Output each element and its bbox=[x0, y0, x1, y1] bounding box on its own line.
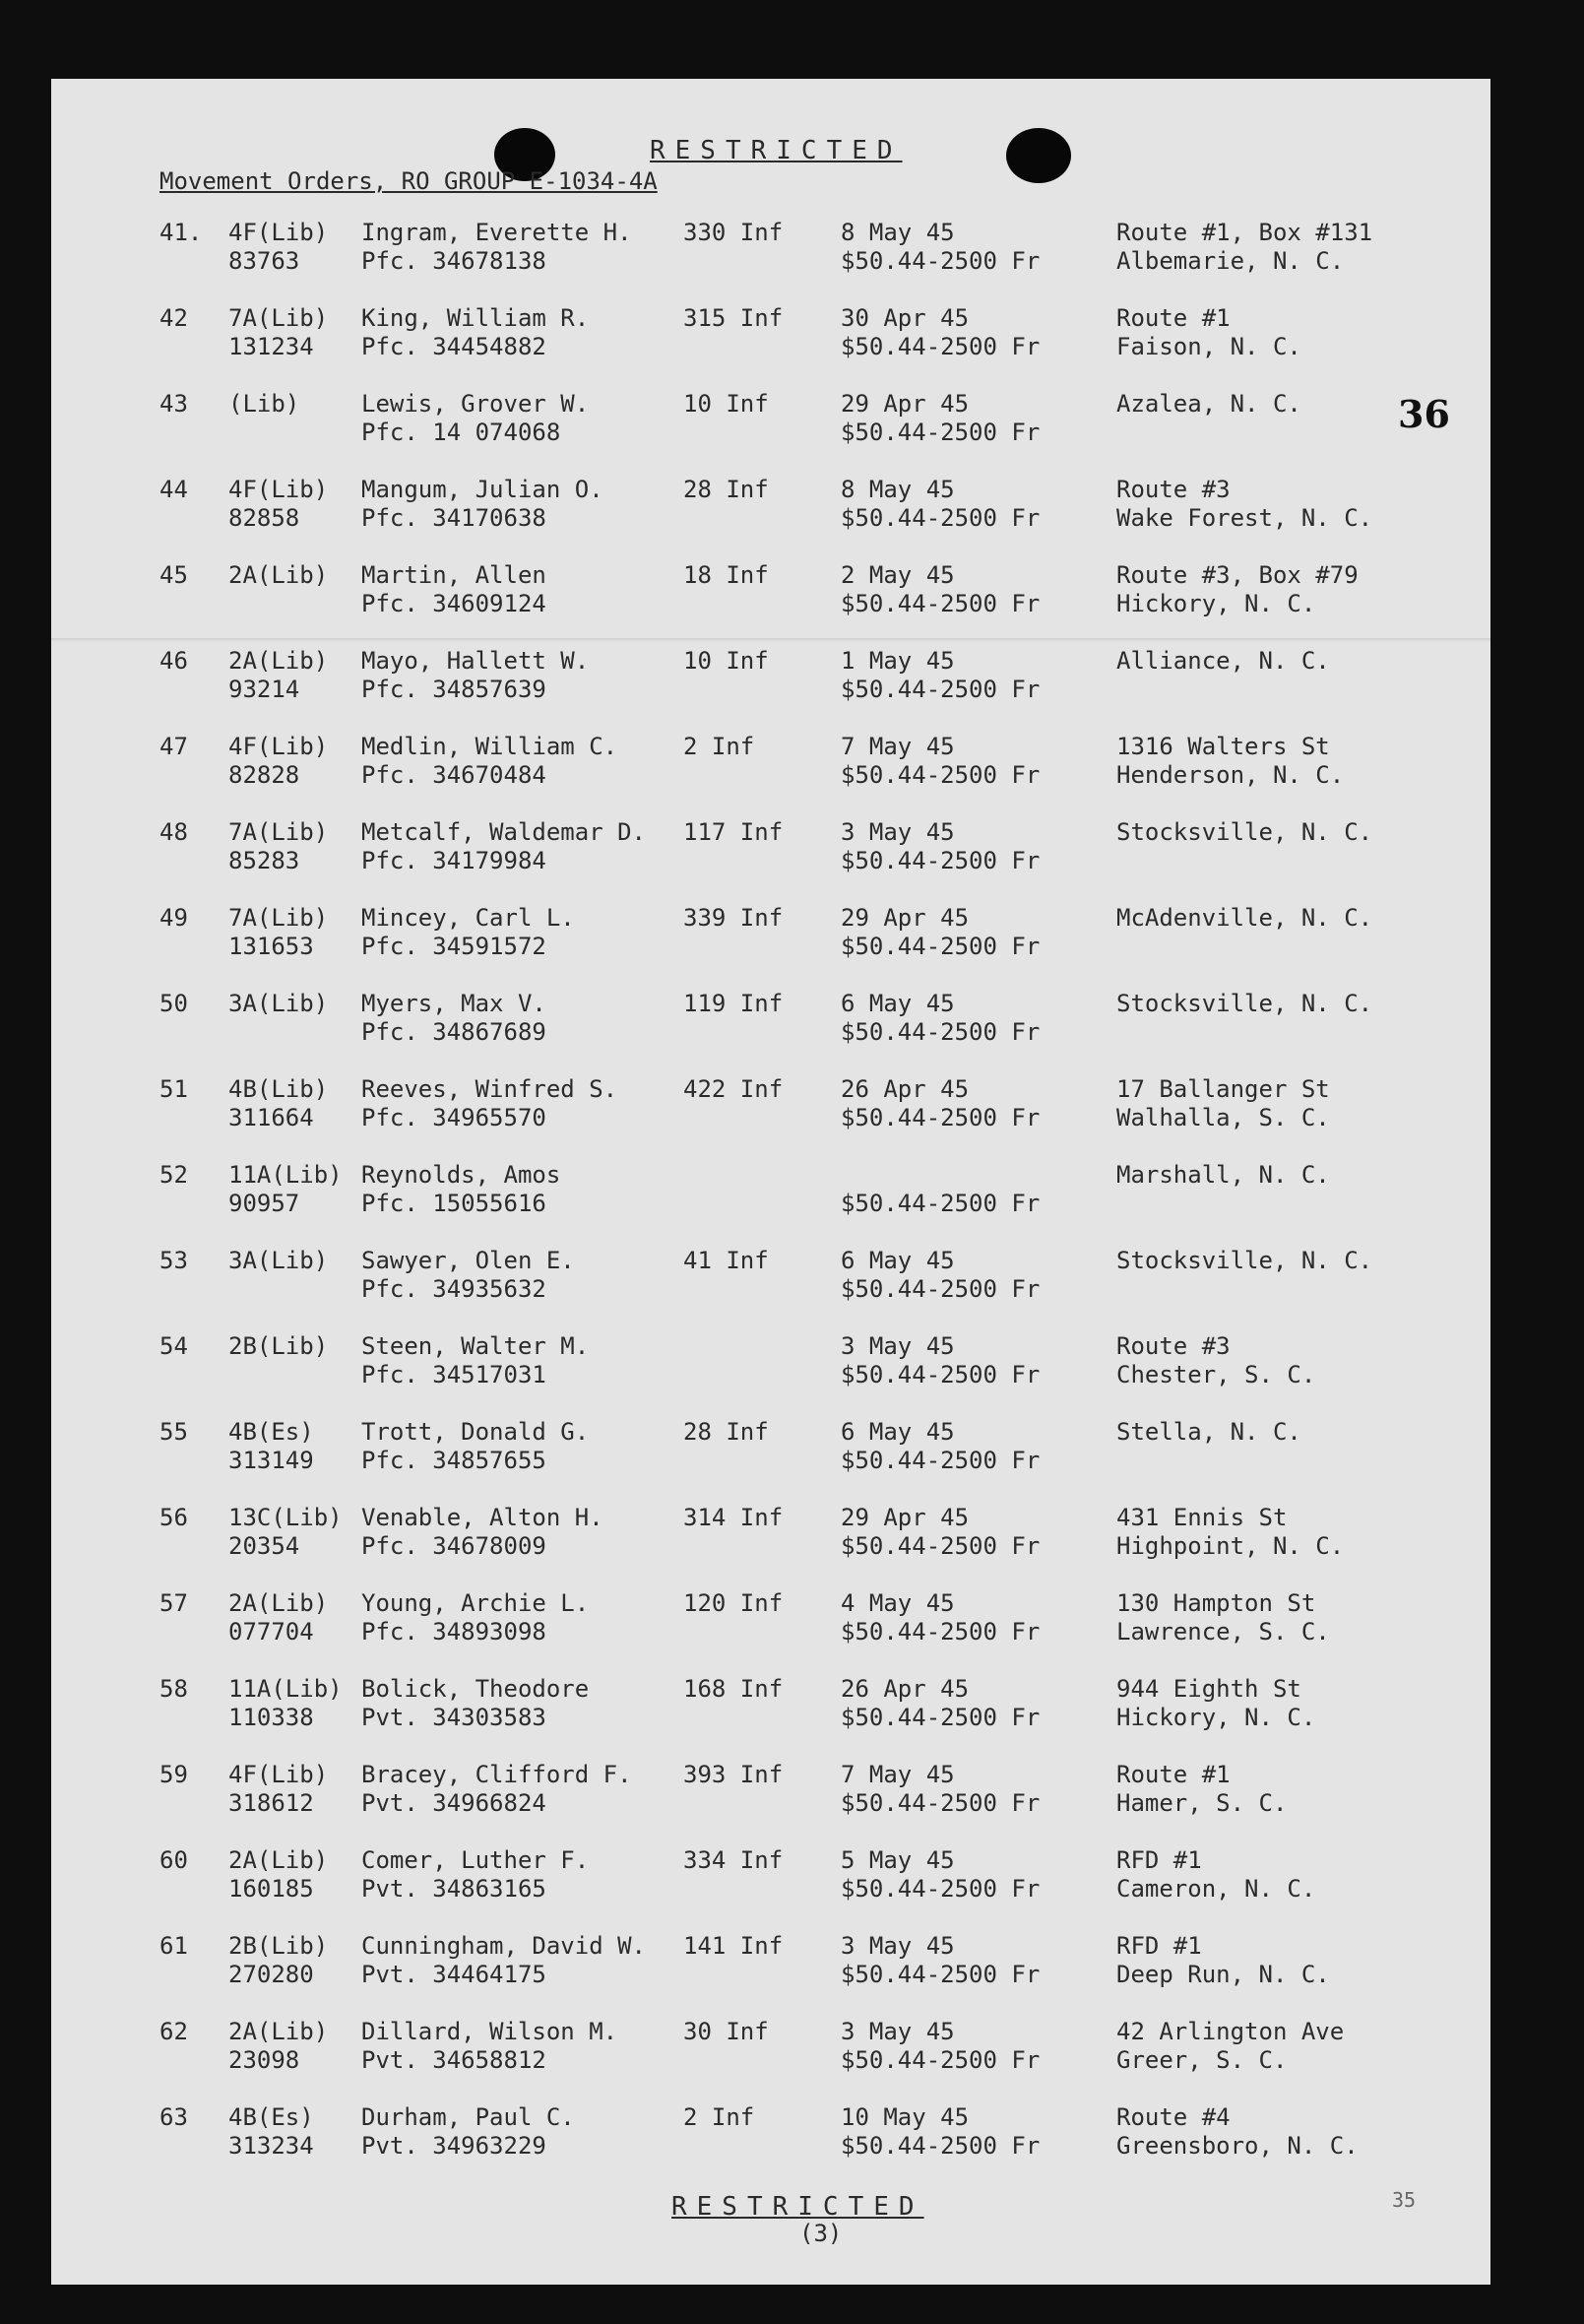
soldier-name: Steen, Walter M. bbox=[361, 1332, 590, 1360]
address-line-1: Stocksville, N. C. bbox=[1116, 990, 1373, 1017]
address-line-1: 944 Eighth St bbox=[1116, 1675, 1301, 1703]
serial-code: 131653 bbox=[228, 933, 314, 960]
unit-code: 11A(Lib) bbox=[228, 1675, 343, 1703]
soldier-name: Trott, Donald G. bbox=[361, 1418, 590, 1446]
address-line-2: Deep Run, N. C. bbox=[1116, 1961, 1330, 1988]
serial-code: 93214 bbox=[228, 676, 300, 703]
list-item bbox=[51, 2103, 1490, 2189]
list-item bbox=[51, 1161, 1490, 1247]
date: 8 May 45 bbox=[841, 476, 955, 503]
address-line-1: Marshall, N. C. bbox=[1116, 1161, 1330, 1189]
pay-amount: $50.44-2500 Fr bbox=[841, 2132, 1041, 2160]
unit-code: 4F(Lib) bbox=[228, 219, 329, 246]
rank-serial: Pfc. 34517031 bbox=[361, 1361, 546, 1388]
entry-number: 52 bbox=[159, 1161, 188, 1189]
stamp-number: 36 bbox=[1398, 392, 1450, 436]
pay-amount: $50.44-2500 Fr bbox=[841, 2046, 1041, 2074]
pay-amount: $50.44-2500 Fr bbox=[841, 1618, 1041, 1646]
unit-code: 3A(Lib) bbox=[228, 990, 329, 1017]
soldier-name: Myers, Max V. bbox=[361, 990, 546, 1017]
list-item bbox=[51, 990, 1490, 1075]
unit-code: 4F(Lib) bbox=[228, 1761, 329, 1788]
soldier-name: Lewis, Grover W. bbox=[361, 390, 590, 418]
address-line-1: 42 Arlington Ave bbox=[1116, 2018, 1345, 2045]
serial-code: 110338 bbox=[228, 1704, 314, 1731]
pay-amount: $50.44-2500 Fr bbox=[841, 1789, 1041, 1817]
rank-serial: Pfc. 34179984 bbox=[361, 847, 546, 874]
list-item bbox=[51, 561, 1490, 647]
address-line-2: Cameron, N. C. bbox=[1116, 1875, 1316, 1903]
soldier-name: Bolick, Theodore bbox=[361, 1675, 590, 1703]
unit-code: 4B(Es) bbox=[228, 1418, 314, 1446]
address-line-1: 130 Hampton St bbox=[1116, 1589, 1316, 1617]
entry-number: 59 bbox=[159, 1761, 188, 1788]
unit-code: 2B(Lib) bbox=[228, 1332, 329, 1360]
serial-code: 318612 bbox=[228, 1789, 314, 1817]
date: 3 May 45 bbox=[841, 1332, 955, 1360]
date: 30 Apr 45 bbox=[841, 304, 970, 332]
pay-amount: $50.44-2500 Fr bbox=[841, 676, 1041, 703]
unit: 315 Inf bbox=[683, 304, 784, 332]
date: 3 May 45 bbox=[841, 818, 955, 846]
entry-number: 41. bbox=[159, 219, 203, 246]
serial-code: 90957 bbox=[228, 1190, 300, 1217]
unit-code: 4B(Lib) bbox=[228, 1075, 329, 1103]
date: 7 May 45 bbox=[841, 1761, 955, 1788]
entry-number: 46 bbox=[159, 647, 188, 675]
serial-code: 077704 bbox=[228, 1618, 314, 1646]
pay-amount: $50.44-2500 Fr bbox=[841, 847, 1041, 874]
address-line-1: Route #1 bbox=[1116, 304, 1231, 332]
roster-list bbox=[51, 219, 1490, 2189]
address-line-1: Stocksville, N. C. bbox=[1116, 1247, 1373, 1274]
unit: 28 Inf bbox=[683, 1418, 769, 1446]
unit: 393 Inf bbox=[683, 1761, 784, 1788]
unit-code: (Lib) bbox=[228, 390, 300, 418]
address-line-2: Albemarie, N. C. bbox=[1116, 247, 1345, 275]
address-line-1: Route #3 bbox=[1116, 476, 1231, 503]
list-item bbox=[51, 1504, 1490, 1589]
unit-code: 2A(Lib) bbox=[228, 647, 329, 675]
footer-title: RESTRICTED bbox=[671, 2192, 924, 2222]
list-item bbox=[51, 647, 1490, 733]
soldier-name: Reynolds, Amos bbox=[361, 1161, 561, 1189]
rank-serial: Pfc. 34867689 bbox=[361, 1018, 546, 1046]
unit: 119 Inf bbox=[683, 990, 784, 1017]
rank-serial: Pfc. 34857639 bbox=[361, 676, 546, 703]
date: 29 Apr 45 bbox=[841, 390, 970, 418]
list-item bbox=[51, 1247, 1490, 1332]
serial-code: 270280 bbox=[228, 1961, 314, 1988]
address-line-1: 1316 Walters St bbox=[1116, 733, 1330, 760]
pay-amount: $50.44-2500 Fr bbox=[841, 419, 1041, 446]
soldier-name: Medlin, William C. bbox=[361, 733, 618, 760]
soldier-name: Durham, Paul C. bbox=[361, 2103, 575, 2131]
entry-number: 53 bbox=[159, 1247, 188, 1274]
pay-amount: $50.44-2500 Fr bbox=[841, 1190, 1041, 1217]
rank-serial: Pfc. 15055616 bbox=[361, 1190, 546, 1217]
serial-code: 160185 bbox=[228, 1875, 314, 1903]
pay-amount: $50.44-2500 Fr bbox=[841, 933, 1041, 960]
list-item bbox=[51, 1846, 1490, 1932]
address-line-2: Highpoint, N. C. bbox=[1116, 1532, 1345, 1560]
rank-serial: Pfc. 34670484 bbox=[361, 761, 546, 789]
entry-number: 62 bbox=[159, 2018, 188, 2045]
soldier-name: King, William R. bbox=[361, 304, 590, 332]
date: 26 Apr 45 bbox=[841, 1675, 970, 1703]
address-line-1: McAdenville, N. C. bbox=[1116, 904, 1373, 932]
ink-blot bbox=[1006, 128, 1071, 183]
soldier-name: Mangum, Julian O. bbox=[361, 476, 603, 503]
unit-code: 11A(Lib) bbox=[228, 1161, 343, 1189]
rank-serial: Pvt. 34303583 bbox=[361, 1704, 546, 1731]
date: 29 Apr 45 bbox=[841, 904, 970, 932]
unit-code: 2B(Lib) bbox=[228, 1932, 329, 1960]
unit-code: 7A(Lib) bbox=[228, 304, 329, 332]
unit-code: 2A(Lib) bbox=[228, 2018, 329, 2045]
soldier-name: Reeves, Winfred S. bbox=[361, 1075, 618, 1103]
soldier-name: Young, Archie L. bbox=[361, 1589, 590, 1617]
date: 26 Apr 45 bbox=[841, 1075, 970, 1103]
unit: 28 Inf bbox=[683, 476, 769, 503]
date: 7 May 45 bbox=[841, 733, 955, 760]
soldier-name: Bracey, Clifford F. bbox=[361, 1761, 632, 1788]
list-item bbox=[51, 1332, 1490, 1418]
list-item bbox=[51, 476, 1490, 561]
rank-serial: Pfc. 14 074068 bbox=[361, 419, 561, 446]
serial-code: 313234 bbox=[228, 2132, 314, 2160]
address-line-1: RFD #1 bbox=[1116, 1846, 1202, 1874]
entry-number: 58 bbox=[159, 1675, 188, 1703]
entry-number: 45 bbox=[159, 561, 188, 589]
header-title: RESTRICTED bbox=[650, 136, 903, 165]
date: 1 May 45 bbox=[841, 647, 955, 675]
list-item bbox=[51, 390, 1490, 476]
rank-serial: Pfc. 34454882 bbox=[361, 333, 546, 360]
entry-number: 51 bbox=[159, 1075, 188, 1103]
entry-number: 56 bbox=[159, 1504, 188, 1531]
unit: 18 Inf bbox=[683, 561, 769, 589]
date: 5 May 45 bbox=[841, 1846, 955, 1874]
unit: 141 Inf bbox=[683, 1932, 784, 1960]
list-item bbox=[51, 1075, 1490, 1161]
entry-number: 55 bbox=[159, 1418, 188, 1446]
pay-amount: $50.44-2500 Fr bbox=[841, 761, 1041, 789]
address-line-2: Chester, S. C. bbox=[1116, 1361, 1316, 1388]
entry-number: 49 bbox=[159, 904, 188, 932]
address-line-1: Route #1, Box #131 bbox=[1116, 219, 1373, 246]
rank-serial: Pvt. 34966824 bbox=[361, 1789, 546, 1817]
unit: 10 Inf bbox=[683, 647, 769, 675]
address-line-1: Route #3 bbox=[1116, 1332, 1231, 1360]
unit: 41 Inf bbox=[683, 1247, 769, 1274]
rank-serial: Pvt. 34658812 bbox=[361, 2046, 546, 2074]
unit: 422 Inf bbox=[683, 1075, 784, 1103]
unit: 330 Inf bbox=[683, 219, 784, 246]
rank-serial: Pfc. 34170638 bbox=[361, 504, 546, 532]
address-line-2: Hamer, S. C. bbox=[1116, 1789, 1288, 1817]
list-item bbox=[51, 1675, 1490, 1761]
rank-serial: Pfc. 34935632 bbox=[361, 1275, 546, 1303]
soldier-name: Mayo, Hallett W. bbox=[361, 647, 590, 675]
document-page bbox=[51, 79, 1490, 2285]
serial-code: 82828 bbox=[228, 761, 300, 789]
rank-serial: Pvt. 34963229 bbox=[361, 2132, 546, 2160]
pay-amount: $50.44-2500 Fr bbox=[841, 1447, 1041, 1474]
unit: 120 Inf bbox=[683, 1589, 784, 1617]
address-line-1: Alliance, N. C. bbox=[1116, 647, 1330, 675]
soldier-name: Martin, Allen bbox=[361, 561, 546, 589]
date: 29 Apr 45 bbox=[841, 1504, 970, 1531]
date: 3 May 45 bbox=[841, 1932, 955, 1960]
unit: 339 Inf bbox=[683, 904, 784, 932]
unit-code: 2A(Lib) bbox=[228, 561, 329, 589]
date: 10 May 45 bbox=[841, 2103, 970, 2131]
list-item bbox=[51, 2018, 1490, 2103]
soldier-name: Venable, Alton H. bbox=[361, 1504, 603, 1531]
list-item bbox=[51, 1589, 1490, 1675]
unit: 10 Inf bbox=[683, 390, 769, 418]
soldier-name: Ingram, Everette H. bbox=[361, 219, 632, 246]
rank-serial: Pfc. 34609124 bbox=[361, 590, 546, 617]
serial-code: 20354 bbox=[228, 1532, 300, 1560]
header-subtitle: Movement Orders, RO GROUP E-1034-4A bbox=[159, 167, 658, 195]
address-line-1: Route #4 bbox=[1116, 2103, 1231, 2131]
list-item bbox=[51, 1761, 1490, 1846]
rank-serial: Pfc. 34591572 bbox=[361, 933, 546, 960]
pay-amount: $50.44-2500 Fr bbox=[841, 590, 1041, 617]
serial-code: 131234 bbox=[228, 333, 314, 360]
rank-serial: Pvt. 34464175 bbox=[361, 1961, 546, 1988]
pay-amount: $50.44-2500 Fr bbox=[841, 1275, 1041, 1303]
list-item bbox=[51, 1418, 1490, 1504]
rank-serial: Pvt. 34863165 bbox=[361, 1875, 546, 1903]
pay-amount: $50.44-2500 Fr bbox=[841, 247, 1041, 275]
unit: 30 Inf bbox=[683, 2018, 769, 2045]
serial-code: 313149 bbox=[228, 1447, 314, 1474]
list-item bbox=[51, 818, 1490, 904]
soldier-name: Sawyer, Olen E. bbox=[361, 1247, 575, 1274]
entry-number: 48 bbox=[159, 818, 188, 846]
unit: 314 Inf bbox=[683, 1504, 784, 1531]
address-line-2: Lawrence, S. C. bbox=[1116, 1618, 1330, 1646]
entry-number: 44 bbox=[159, 476, 188, 503]
soldier-name: Cunningham, David W. bbox=[361, 1932, 646, 1960]
unit: 2 Inf bbox=[683, 733, 755, 760]
unit-code: 4F(Lib) bbox=[228, 476, 329, 503]
unit-code: 4F(Lib) bbox=[228, 733, 329, 760]
pay-amount: $50.44-2500 Fr bbox=[841, 333, 1041, 360]
address-line-1: Stocksville, N. C. bbox=[1116, 818, 1373, 846]
address-line-2: Hickory, N. C. bbox=[1116, 1704, 1316, 1731]
address-line-2: Walhalla, S. C. bbox=[1116, 1104, 1330, 1131]
date: 3 May 45 bbox=[841, 2018, 955, 2045]
address-line-1: 431 Ennis St bbox=[1116, 1504, 1288, 1531]
rank-serial: Pfc. 34678009 bbox=[361, 1532, 546, 1560]
entry-number: 63 bbox=[159, 2103, 188, 2131]
list-item bbox=[51, 733, 1490, 818]
list-item bbox=[51, 219, 1490, 304]
unit-code: 2A(Lib) bbox=[228, 1589, 329, 1617]
pay-amount: $50.44-2500 Fr bbox=[841, 1875, 1041, 1903]
unit: 168 Inf bbox=[683, 1675, 784, 1703]
unit-code: 3A(Lib) bbox=[228, 1247, 329, 1274]
entry-number: 42 bbox=[159, 304, 188, 332]
address-line-2: Greensboro, N. C. bbox=[1116, 2132, 1359, 2160]
soldier-name: Dillard, Wilson M. bbox=[361, 2018, 618, 2045]
pay-amount: $50.44-2500 Fr bbox=[841, 504, 1041, 532]
address-line-1: RFD #1 bbox=[1116, 1932, 1202, 1960]
rank-serial: Pfc. 34857655 bbox=[361, 1447, 546, 1474]
list-item bbox=[51, 304, 1490, 390]
address-line-1: 17 Ballanger St bbox=[1116, 1075, 1330, 1103]
pay-amount: $50.44-2500 Fr bbox=[841, 1018, 1041, 1046]
unit: 334 Inf bbox=[683, 1846, 784, 1874]
serial-code: 85283 bbox=[228, 847, 300, 874]
address-line-1: Stella, N. C. bbox=[1116, 1418, 1301, 1446]
unit-code: 4B(Es) bbox=[228, 2103, 314, 2131]
entry-number: 61 bbox=[159, 1932, 188, 1960]
rank-serial: Pfc. 34893098 bbox=[361, 1618, 546, 1646]
date: 6 May 45 bbox=[841, 1247, 955, 1274]
unit-code: 13C(Lib) bbox=[228, 1504, 343, 1531]
date: 6 May 45 bbox=[841, 1418, 955, 1446]
soldier-name: Metcalf, Waldemar D. bbox=[361, 818, 646, 846]
serial-code: 82858 bbox=[228, 504, 300, 532]
unit-code: 2A(Lib) bbox=[228, 1846, 329, 1874]
entry-number: 54 bbox=[159, 1332, 188, 1360]
pay-amount: $50.44-2500 Fr bbox=[841, 1104, 1041, 1131]
pay-amount: $50.44-2500 Fr bbox=[841, 1361, 1041, 1388]
address-line-2: Wake Forest, N. C. bbox=[1116, 504, 1373, 532]
entry-number: 60 bbox=[159, 1846, 188, 1874]
date: 6 May 45 bbox=[841, 990, 955, 1017]
serial-code: 23098 bbox=[228, 2046, 300, 2074]
address-line-2: Hickory, N. C. bbox=[1116, 590, 1316, 617]
list-item bbox=[51, 904, 1490, 990]
entry-number: 57 bbox=[159, 1589, 188, 1617]
address-line-2: Faison, N. C. bbox=[1116, 333, 1301, 360]
soldier-name: Mincey, Carl L. bbox=[361, 904, 575, 932]
pay-amount: $50.44-2500 Fr bbox=[841, 1961, 1041, 1988]
address-line-1: Route #3, Box #79 bbox=[1116, 561, 1359, 589]
address-line-2: Greer, S. C. bbox=[1116, 2046, 1288, 2074]
soldier-name: Comer, Luther F. bbox=[361, 1846, 590, 1874]
date: 2 May 45 bbox=[841, 561, 955, 589]
unit: 117 Inf bbox=[683, 818, 784, 846]
unit: 2 Inf bbox=[683, 2103, 755, 2131]
entry-number: 47 bbox=[159, 733, 188, 760]
serial-code: 83763 bbox=[228, 247, 300, 275]
entry-number: 50 bbox=[159, 990, 188, 1017]
rank-serial: Pfc. 34965570 bbox=[361, 1104, 546, 1131]
rank-serial: Pfc. 34678138 bbox=[361, 247, 546, 275]
list-item bbox=[51, 1932, 1490, 2018]
unit-code: 7A(Lib) bbox=[228, 904, 329, 932]
footer-mark: 35 bbox=[1392, 2188, 1417, 2212]
page-number: (3) bbox=[799, 2220, 843, 2247]
date: 4 May 45 bbox=[841, 1589, 955, 1617]
pay-amount: $50.44-2500 Fr bbox=[841, 1532, 1041, 1560]
address-line-2: Henderson, N. C. bbox=[1116, 761, 1345, 789]
date: 8 May 45 bbox=[841, 219, 955, 246]
address-line-1: Azalea, N. C. bbox=[1116, 390, 1301, 418]
pay-amount: $50.44-2500 Fr bbox=[841, 1704, 1041, 1731]
entry-number: 43 bbox=[159, 390, 188, 418]
address-line-1: Route #1 bbox=[1116, 1761, 1231, 1788]
unit-code: 7A(Lib) bbox=[228, 818, 329, 846]
serial-code: 311664 bbox=[228, 1104, 314, 1131]
